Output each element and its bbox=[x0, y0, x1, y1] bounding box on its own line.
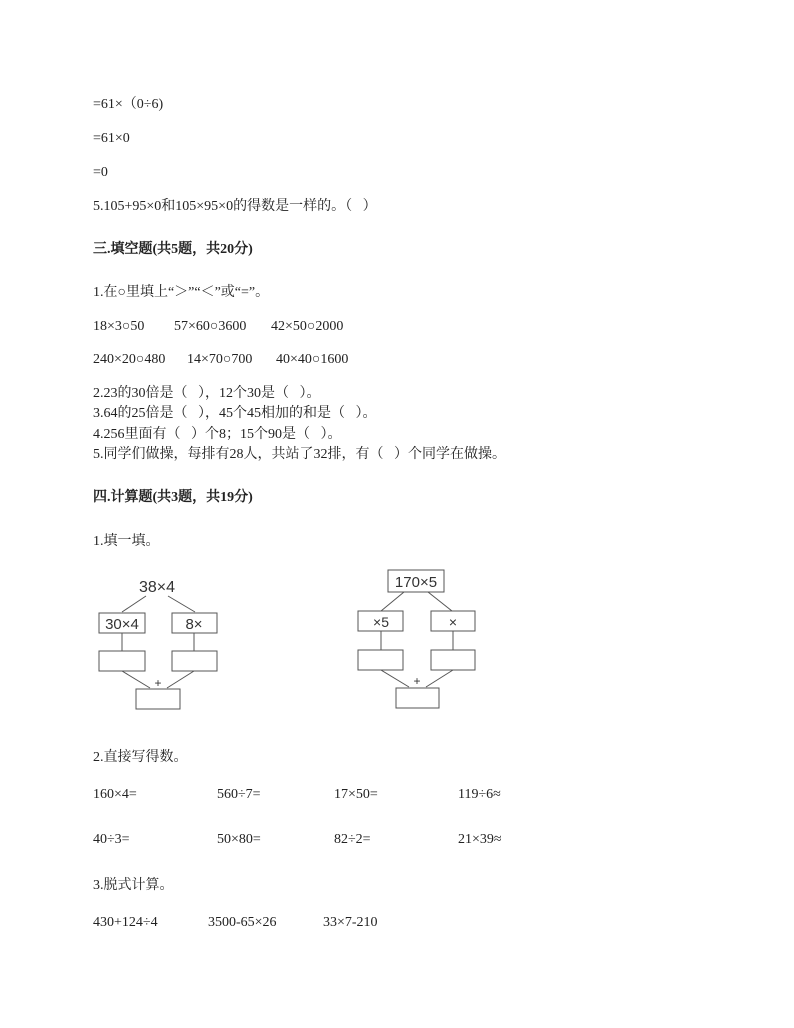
diagram2-plus-sign: + bbox=[413, 674, 421, 688]
diagram2-answer-box-left[interactable] bbox=[358, 650, 403, 670]
mental-math-item: 560÷7= bbox=[217, 787, 261, 802]
diagram1-top-label: 38×4 bbox=[138, 579, 176, 596]
section4-title: 四.计算题(共3题，共19分) bbox=[93, 490, 253, 505]
diagram1-answer-box-left[interactable] bbox=[99, 651, 145, 671]
solution-line-1: =61×（0÷6) bbox=[93, 97, 164, 112]
solution-line-2: =61×0 bbox=[93, 131, 130, 146]
step-calc-item: 3500-65×26 bbox=[208, 915, 277, 930]
step-calc-item: 33×7-210 bbox=[323, 915, 378, 930]
section3-q3: 3.64的25倍是（ ），45个45相加的和是（ ）。 bbox=[93, 406, 377, 421]
diagram2-left-label: ×5 bbox=[373, 614, 389, 630]
split-diagram-1 bbox=[90, 572, 230, 714]
diagram2-result-box[interactable] bbox=[396, 688, 439, 708]
diagram2-answer-box-right[interactable] bbox=[431, 650, 475, 670]
diagram1-plus-sign: + bbox=[154, 676, 162, 690]
section3-q2: 2.23的30倍是（ ），12个30是（ ）。 bbox=[93, 386, 321, 401]
diagram2-right-label: × bbox=[448, 614, 458, 630]
section3-title: 三.填空题(共5题，共20分) bbox=[93, 242, 253, 257]
compare-item: 57×60○3600 bbox=[174, 319, 247, 334]
mental-math-item: 50×80= bbox=[217, 832, 261, 847]
diagram2-top-label: 170×5 bbox=[394, 574, 438, 591]
diagram1-left-label: 30×4 bbox=[105, 616, 139, 633]
mental-math-item: 82÷2= bbox=[334, 832, 371, 847]
mental-math-item: 119÷6≈ bbox=[458, 787, 501, 802]
section4-q1: 1.填一填。 bbox=[93, 534, 160, 549]
diagram1-right-label: 8× bbox=[185, 616, 203, 633]
section4-q3: 3.脱式计算。 bbox=[93, 878, 174, 893]
compare-item: 40×40○1600 bbox=[276, 352, 349, 367]
compare-item: 240×20○480 bbox=[93, 352, 166, 367]
diagram1-result-box[interactable] bbox=[136, 689, 180, 709]
mental-math-item: 160×4= bbox=[93, 787, 137, 802]
compare-item: 18×3○50 bbox=[93, 319, 145, 334]
compare-item: 14×70○700 bbox=[187, 352, 253, 367]
mental-math-item: 17×50= bbox=[334, 787, 378, 802]
step-calc-item: 430+124÷4 bbox=[93, 915, 158, 930]
split-diagram-2 bbox=[354, 568, 482, 712]
section3-q1: 1.在○里填上“＞”“＜”或“=”。 bbox=[93, 285, 270, 300]
section3-q4: 4.256里面有（ ）个8；15个90是（ ）。 bbox=[93, 427, 342, 442]
mental-math-item: 21×39≈ bbox=[458, 832, 502, 847]
diagram1-answer-box-right[interactable] bbox=[172, 651, 217, 671]
solution-line-3: =0 bbox=[93, 165, 108, 180]
judge-question-5: 5.105+95×0和105×95×0的得数是一样的。（ ） bbox=[93, 199, 377, 214]
section4-q2: 2.直接写得数。 bbox=[93, 750, 188, 765]
section3-q5: 5.同学们做操，每排有28人，共站了32排，有（ ）个同学在做操。 bbox=[93, 447, 506, 462]
compare-item: 42×50○2000 bbox=[271, 319, 344, 334]
mental-math-item: 40÷3= bbox=[93, 832, 130, 847]
